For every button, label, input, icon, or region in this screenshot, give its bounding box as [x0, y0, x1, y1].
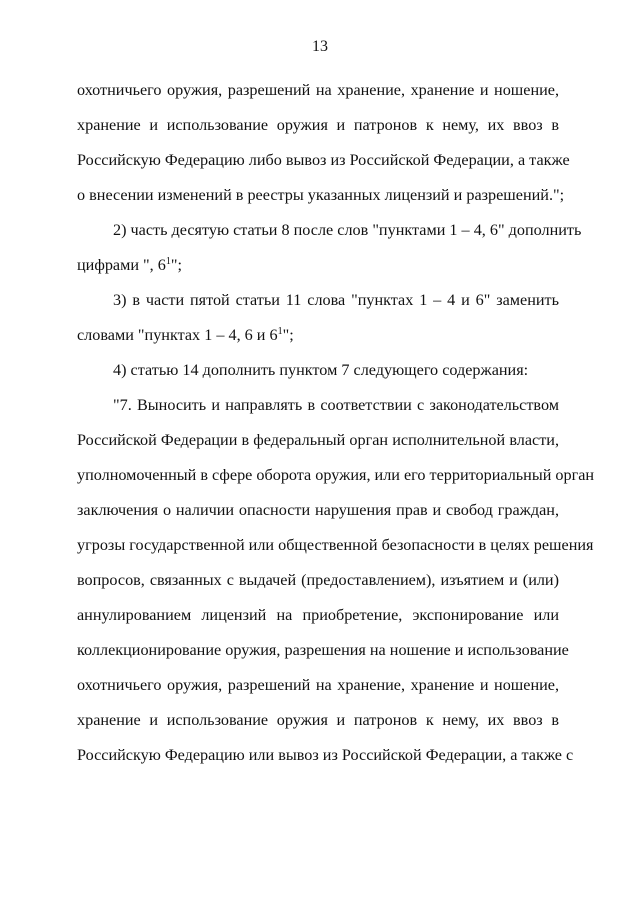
text-line: охотничьего оружия, разрешений на хранение, хранение и ношение,	[77, 676, 559, 694]
text-line: охотничьего оружия, разрешений на хранение, хранение и ношение,	[77, 81, 559, 99]
text-line: хранение и использование оружия и патронов к нему, их ввоз в	[77, 711, 559, 729]
text-line: коллекционирование оружия, разрешения на ношение и использование	[77, 641, 569, 659]
text-line: угрозы государственной или общественной безопасности в целях решения	[77, 536, 594, 554]
text-line: аннулированием лицензий на приобретение, экспонирование или	[77, 606, 559, 624]
text-line: 3) в части пятой статьи 11 слова "пунктах 1 – 4 и 6" заменить	[113, 291, 559, 309]
text-line: о внесении изменений в реестры указанных лицензий и разрешений.";	[77, 186, 565, 204]
text-line: 2) часть десятую статьи 8 после слов "пунктами 1 – 4, 6" дополнить	[113, 221, 582, 239]
text-segment: цифрами ", 6	[77, 256, 166, 274]
text-line: вопросов, связанных с выдачей (предоставлением), изъятием и (или)	[77, 571, 559, 589]
text-line: заключения о наличии опасности нарушения прав и свобод граждан,	[77, 501, 559, 519]
text-line: уполномоченный в сфере оборота оружия, или его территориальный орган	[77, 466, 595, 484]
text-line: Российской Федерации в федеральный орган исполнительной власти,	[77, 431, 559, 449]
text-segment: ";	[170, 256, 182, 274]
text-line: "7. Выносить и направлять в соответствии с законодательством	[113, 396, 559, 414]
text-segment: словами "пунктах 1 – 4, 6 и 6	[77, 326, 278, 344]
text-line	[77, 325, 559, 345]
superscript: 1	[277, 326, 283, 337]
page-number: 13	[312, 38, 328, 55]
text-line: Российскую Федерацию либо вывоз из Российской Федерации, а также	[77, 151, 570, 169]
text-line: 4) статью 14 дополнить пунктом 7 следующего содержания:	[113, 361, 529, 379]
text-line: хранение и использование оружия и патронов к нему, их ввоз в	[77, 116, 559, 134]
superscript: 1	[165, 256, 171, 267]
text-line	[77, 255, 559, 275]
text-segment: ";	[282, 326, 294, 344]
text-line: Российскую Федерацию или вывоз из Российской Федерации, а также с	[77, 746, 574, 764]
